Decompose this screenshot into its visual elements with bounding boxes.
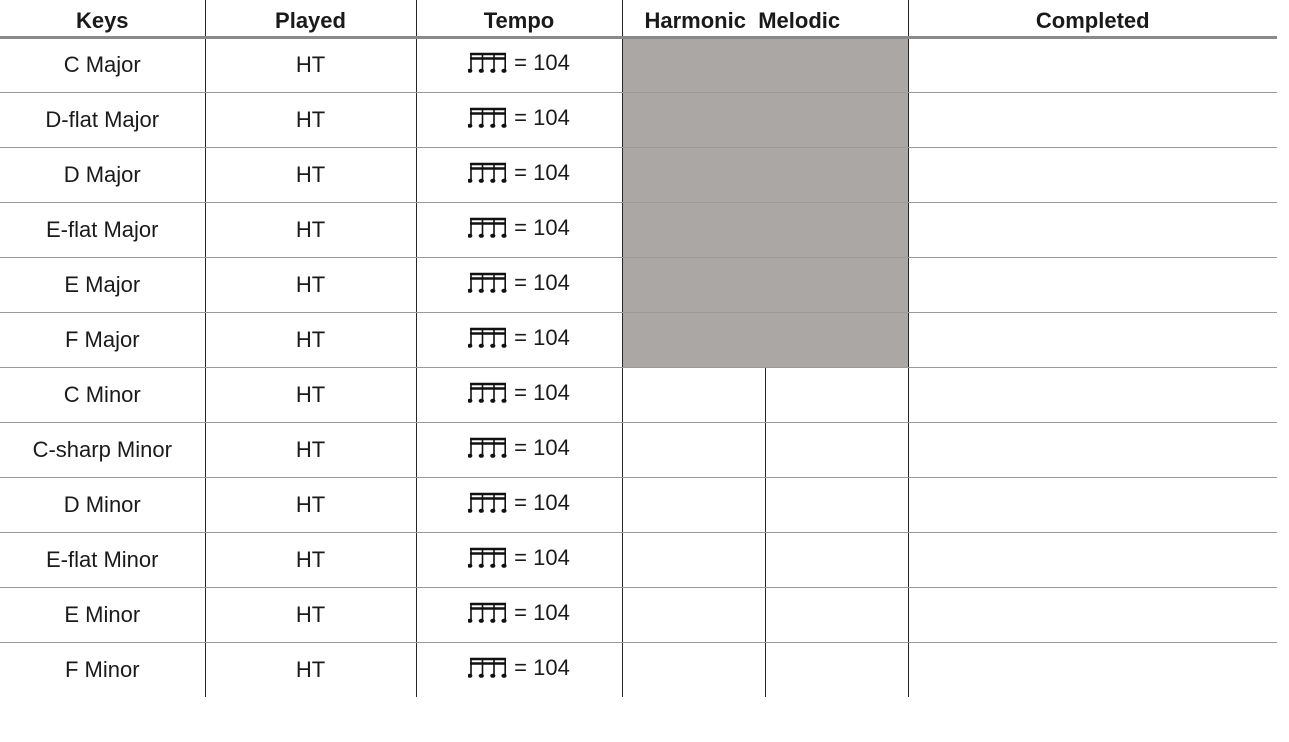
tempo-cell bbox=[416, 477, 622, 532]
key-label: D Minor bbox=[63, 491, 141, 517]
key-cell bbox=[0, 367, 205, 422]
harmonic-cell[interactable] bbox=[622, 477, 765, 532]
header-tempo: Tempo bbox=[416, 0, 622, 37]
key-label: C Major bbox=[63, 52, 141, 77]
header-played: Played bbox=[205, 0, 416, 37]
melodic-cell[interactable] bbox=[765, 587, 908, 642]
sixteenth-notes-icon bbox=[468, 547, 508, 569]
table-row bbox=[0, 202, 1277, 257]
harmonic-cell[interactable] bbox=[622, 532, 765, 587]
key-cell bbox=[0, 422, 205, 477]
table-row bbox=[0, 37, 1277, 92]
harmonic-melodic-shaded-cell bbox=[622, 257, 908, 312]
tempo-label: = 104 bbox=[514, 544, 570, 570]
key-cell bbox=[0, 37, 205, 92]
key-cell bbox=[0, 312, 205, 367]
played-label: HT bbox=[295, 216, 326, 242]
played-label: HT bbox=[295, 601, 326, 627]
key-label: C Minor bbox=[63, 381, 141, 407]
played-label: HT bbox=[295, 381, 326, 407]
table-row bbox=[0, 312, 1277, 367]
tempo-cell bbox=[416, 37, 622, 92]
key-cell bbox=[0, 642, 205, 697]
harmonic-cell[interactable] bbox=[622, 587, 765, 642]
key-cell bbox=[0, 92, 205, 147]
played-label: HT bbox=[295, 491, 326, 517]
header-row bbox=[0, 0, 1277, 37]
melodic-cell[interactable] bbox=[765, 532, 908, 587]
tempo-cell bbox=[416, 202, 622, 257]
harmonic-cell[interactable] bbox=[622, 367, 765, 422]
sixteenth-notes-icon bbox=[468, 492, 508, 514]
played-label: HT bbox=[295, 656, 326, 682]
key-label: E Major bbox=[64, 271, 141, 297]
tempo-cell bbox=[416, 532, 622, 587]
played-label: HT bbox=[295, 271, 326, 297]
tempo-cell bbox=[416, 147, 622, 202]
played-cell bbox=[205, 202, 416, 257]
table-body bbox=[0, 37, 1277, 697]
table-row bbox=[0, 147, 1277, 202]
tempo-cell bbox=[416, 257, 622, 312]
key-label: D Major bbox=[63, 161, 141, 187]
header-melodic: Melodic bbox=[758, 7, 841, 33]
completed-cell[interactable] bbox=[908, 532, 1277, 587]
tempo-label: = 104 bbox=[514, 434, 570, 460]
tempo-label: = 104 bbox=[514, 159, 570, 185]
table-row bbox=[0, 257, 1277, 312]
harmonic-melodic-shaded-cell bbox=[622, 37, 908, 92]
played-cell bbox=[205, 367, 416, 422]
key-cell bbox=[0, 532, 205, 587]
tempo-label: = 104 bbox=[514, 489, 570, 515]
melodic-cell[interactable] bbox=[765, 367, 908, 422]
sixteenth-notes-icon bbox=[468, 437, 508, 459]
played-cell bbox=[205, 257, 416, 312]
key-cell bbox=[0, 202, 205, 257]
sixteenth-notes-icon bbox=[468, 382, 508, 404]
table-row bbox=[0, 422, 1277, 477]
completed-cell[interactable] bbox=[908, 477, 1277, 532]
harmonic-cell[interactable] bbox=[622, 642, 765, 697]
tempo-label: = 104 bbox=[514, 379, 570, 405]
completed-cell[interactable] bbox=[908, 422, 1277, 477]
sixteenth-notes-icon bbox=[468, 52, 508, 74]
melodic-cell[interactable] bbox=[765, 642, 908, 697]
tempo-label: = 104 bbox=[514, 104, 570, 130]
played-cell bbox=[205, 477, 416, 532]
sixteenth-notes-icon bbox=[468, 107, 508, 129]
tempo-label: = 104 bbox=[514, 269, 570, 295]
played-cell bbox=[205, 312, 416, 367]
harmonic-cell[interactable] bbox=[622, 422, 765, 477]
key-cell bbox=[0, 587, 205, 642]
played-cell bbox=[205, 92, 416, 147]
played-label: HT bbox=[295, 52, 326, 77]
harmonic-melodic-shaded-cell bbox=[622, 147, 908, 202]
tempo-label: = 104 bbox=[514, 599, 570, 625]
tempo-label: = 104 bbox=[514, 324, 570, 350]
tempo-label: = 104 bbox=[514, 214, 570, 240]
key-label: C-sharp Minor bbox=[32, 436, 172, 462]
completed-cell[interactable] bbox=[908, 367, 1277, 422]
tempo-cell bbox=[416, 422, 622, 477]
completed-cell[interactable] bbox=[908, 37, 1277, 92]
key-label: D-flat Major bbox=[45, 106, 160, 132]
table-row bbox=[0, 532, 1277, 587]
tempo-cell bbox=[416, 587, 622, 642]
header-keys: Keys bbox=[0, 0, 205, 37]
completed-cell[interactable] bbox=[908, 92, 1277, 147]
played-label: HT bbox=[295, 436, 326, 462]
played-cell bbox=[205, 37, 416, 92]
header-completed: Completed bbox=[908, 0, 1277, 37]
played-cell bbox=[205, 147, 416, 202]
sixteenth-notes-icon bbox=[468, 272, 508, 294]
table-row bbox=[0, 477, 1277, 532]
sixteenth-notes-icon bbox=[468, 657, 508, 679]
played-label: HT bbox=[295, 546, 326, 572]
tempo-label: = 104 bbox=[514, 654, 570, 680]
played-label: HT bbox=[295, 106, 326, 132]
header-harmonic: Harmonic bbox=[644, 7, 746, 33]
tempo-cell bbox=[416, 92, 622, 147]
played-cell bbox=[205, 532, 416, 587]
played-cell bbox=[205, 422, 416, 477]
harmonic-melodic-shaded-cell bbox=[622, 92, 908, 147]
played-cell bbox=[205, 642, 416, 697]
played-label: HT bbox=[295, 326, 326, 352]
key-label: F Major bbox=[64, 326, 140, 352]
completed-cell[interactable] bbox=[908, 202, 1277, 257]
key-label: E Minor bbox=[64, 601, 141, 627]
table-row bbox=[0, 587, 1277, 642]
played-cell bbox=[205, 587, 416, 642]
melodic-cell[interactable] bbox=[765, 477, 908, 532]
key-cell bbox=[0, 257, 205, 312]
completed-cell[interactable] bbox=[908, 147, 1277, 202]
sixteenth-notes-icon bbox=[468, 602, 508, 624]
completed-cell[interactable] bbox=[908, 587, 1277, 642]
tempo-cell bbox=[416, 642, 622, 697]
sixteenth-notes-icon bbox=[468, 327, 508, 349]
played-label: HT bbox=[295, 161, 326, 187]
key-label: E-flat Minor bbox=[46, 546, 159, 572]
completed-cell[interactable] bbox=[908, 312, 1277, 367]
key-label: F Minor bbox=[64, 656, 140, 682]
harmonic-melodic-shaded-cell bbox=[622, 202, 908, 257]
table-row bbox=[0, 642, 1277, 697]
harmonic-melodic-shaded-cell bbox=[622, 312, 908, 367]
completed-cell[interactable] bbox=[908, 257, 1277, 312]
tempo-label: = 104 bbox=[514, 50, 570, 75]
completed-cell[interactable] bbox=[908, 642, 1277, 697]
melodic-cell[interactable] bbox=[765, 422, 908, 477]
key-label: E-flat Major bbox=[46, 216, 159, 242]
tempo-cell bbox=[416, 367, 622, 422]
key-cell bbox=[0, 477, 205, 532]
key-cell bbox=[0, 147, 205, 202]
sixteenth-notes-icon bbox=[468, 162, 508, 184]
sixteenth-notes-icon bbox=[468, 217, 508, 239]
table-row bbox=[0, 92, 1277, 147]
header-harmonic-melodic bbox=[622, 0, 908, 37]
tempo-cell bbox=[416, 312, 622, 367]
table-row bbox=[0, 367, 1277, 422]
